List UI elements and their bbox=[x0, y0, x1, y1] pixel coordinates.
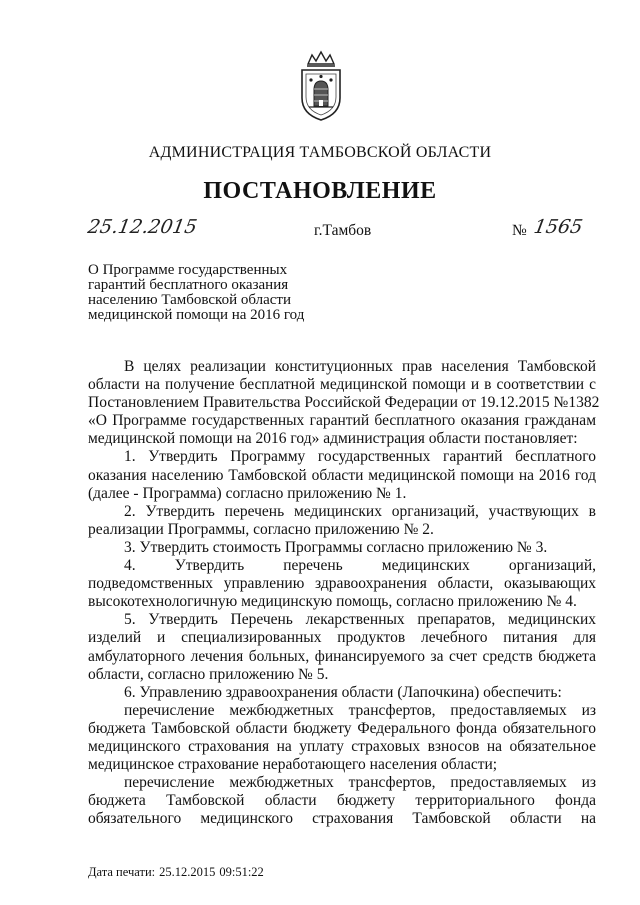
print-time-value: 09:51:22 bbox=[219, 865, 264, 879]
body-line: изделий и специализированных продуктов лечебного питания для bbox=[88, 629, 596, 647]
document-body bbox=[88, 358, 600, 828]
handwritten-date: 25.12.2015 bbox=[86, 216, 199, 238]
subject-line: медицинской помощи на 2016 год bbox=[88, 307, 305, 323]
body-line: перечисление межбюджетных трансфертов, предоставляемых из bbox=[124, 701, 596, 719]
document-subject bbox=[88, 263, 304, 323]
body-line: медицинского страхования на уплату страховых взносов на обязательное bbox=[88, 737, 596, 755]
subject-line: О Программе государственных bbox=[88, 262, 288, 278]
body-line: 3. Утвердить стоимость Программы согласно приложению № 3. bbox=[124, 538, 548, 556]
body-line: оказания населению Тамбовской области медицинской помощи на 2016 год bbox=[88, 466, 596, 484]
body-line: реализации Программы, согласно приложению № 2. bbox=[88, 520, 434, 538]
body-line: бюджета Тамбовской области бюджету Федерального фонда обязательного bbox=[88, 719, 596, 737]
body-line: 2. Утвердить перечень медицинских организаций, участвующих в bbox=[124, 502, 596, 520]
body-line: амбулаторного лечения больных, финансируемого за счет средств бюджета bbox=[88, 647, 596, 665]
print-date-label: Дата печати: bbox=[88, 865, 156, 879]
city-name: г.Тамбов bbox=[314, 222, 372, 239]
body-line: медицинское страхование неработающего населения области; bbox=[88, 756, 498, 774]
body-line: подведомственных управлению здравоохранения области, оказывающих bbox=[88, 575, 596, 593]
organization-name: АДМИНИСТРАЦИЯ ТАМБОВСКОЙ ОБЛАСТИ bbox=[148, 144, 492, 161]
print-date-footer bbox=[88, 865, 268, 880]
body-line: 4. Утвердить перечень медицинских организаций, bbox=[124, 557, 596, 575]
body-line: 5. Утвердить Перечень лекарственных препаратов, медицинских bbox=[124, 611, 596, 629]
body-line: (далее - Программа) согласно приложению № 1. bbox=[88, 484, 407, 502]
body-line: обязательного медицинского страхования Тамбовской области на bbox=[88, 810, 596, 828]
coat-of-arms-icon bbox=[294, 50, 348, 122]
body-line: Постановлением Правительства Российской Федерации от 19.12.2015 №1382 bbox=[88, 394, 600, 412]
body-line: перечисление межбюджетных трансфертов, предоставляемых из bbox=[124, 774, 596, 792]
number-label: № bbox=[512, 222, 527, 239]
body-line: бюджета Тамбовской области бюджету территориального фонда bbox=[88, 792, 596, 810]
body-line: медицинской помощи на 2016 год» администрация области постановляет: bbox=[88, 430, 578, 448]
handwritten-number: 1565 bbox=[532, 216, 585, 238]
subject-line: гарантий бесплатного оказания bbox=[88, 277, 289, 293]
body-line: области, согласно приложению № 5. bbox=[88, 665, 329, 683]
body-line: высокотехнологичную медицинскую помощь, согласно приложению № 4. bbox=[88, 593, 577, 611]
body-line: «О Программе государственных гарантий бесплатного оказания гражданам bbox=[88, 412, 596, 430]
body-line: области на получение бесплатной медицинской помощи и в соответствии с bbox=[88, 376, 596, 394]
document-type-title: ПОСТАНОВЛЕНИЕ bbox=[203, 178, 437, 204]
body-line: 6. Управлению здравоохранения области (Лапочкина) обеспечить: bbox=[124, 683, 562, 701]
subject-line: населению Тамбовской области bbox=[88, 292, 292, 308]
body-line: 1. Утвердить Программу государственных гарантий бесплатного bbox=[124, 448, 596, 466]
body-line: В целях реализации конституционных прав населения Тамбовской bbox=[124, 358, 596, 375]
print-date-value: 25.12.2015 bbox=[159, 865, 216, 879]
